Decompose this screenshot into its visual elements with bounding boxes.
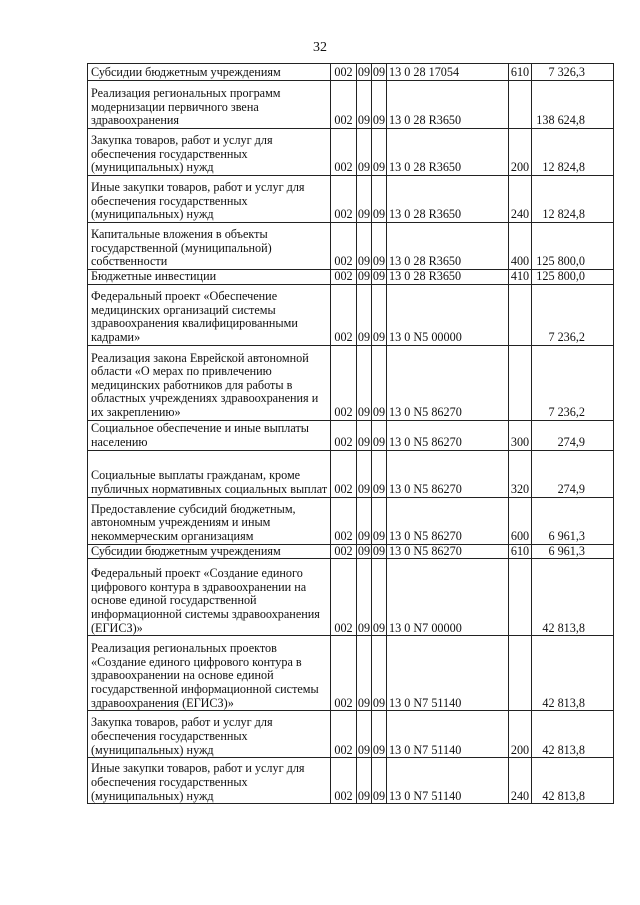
- expense-type-code: 320: [509, 450, 532, 497]
- ministry-code: 002: [331, 129, 357, 176]
- section-code: 09: [357, 450, 372, 497]
- table-row: [88, 284, 614, 345]
- table-row: [88, 544, 614, 559]
- amount: 125 800,0: [532, 223, 614, 270]
- ministry-code: 002: [331, 636, 357, 711]
- section-code: 09: [357, 129, 372, 176]
- subsection-code: 09: [372, 544, 386, 558]
- table-row: [88, 758, 614, 804]
- budget-table: [87, 63, 614, 804]
- table-row: [88, 559, 614, 636]
- row-name: Реализация региональных проектов «Создание единого цифрового контура в здравоохранении на основе единой государственной информационной системы здравоохранения (ЕГИСЗ)»: [88, 636, 331, 711]
- expense-type-code: 610: [509, 64, 532, 81]
- ministry-code: 002: [331, 176, 357, 223]
- table-row: [88, 129, 614, 176]
- ministry-code: 002: [331, 559, 357, 636]
- table-row: [88, 636, 614, 711]
- amount: 12 824,8: [532, 176, 614, 223]
- target-article-code: 13 0 28 R3650: [387, 129, 509, 176]
- ministry-code: 002: [331, 223, 357, 270]
- subsection-code: 09: [372, 497, 387, 544]
- expense-type-code: 610: [509, 544, 532, 559]
- amount: 7 236,2: [532, 345, 614, 420]
- expense-type-code: [509, 559, 532, 636]
- amount: 274,9: [532, 450, 614, 497]
- section-code: 09: [357, 284, 372, 345]
- section-code: 09: [357, 81, 372, 129]
- expense-type-code: [509, 284, 532, 345]
- target-article-code: 13 0 N7 51140: [387, 711, 509, 758]
- ministry-code: 002: [331, 450, 357, 497]
- row-name: Субсидии бюджетным учреждениям: [88, 64, 331, 81]
- ministry-code: 002: [331, 284, 357, 345]
- expense-type-code: 240: [509, 758, 532, 804]
- row-name: Реализация закона Еврейской автономной области «О мерах по привлечению медицинских работников для работы в областных учреждениях здравоохранения и их закреплению»: [88, 345, 331, 420]
- amount: 6 961,3: [532, 544, 614, 559]
- target-article-code: 13 0 N7 00000: [387, 559, 509, 636]
- target-article-code: 13 0 28 R3650: [387, 223, 509, 270]
- target-article-code: 13 0 N7 51140: [387, 758, 509, 804]
- section-code: 09: [357, 420, 372, 450]
- target-article-code: 13 0 N5 86270: [387, 420, 509, 450]
- table-row: [88, 64, 614, 81]
- subsection-code: 09: [372, 559, 387, 636]
- ministry-code: 002: [331, 758, 357, 804]
- expense-type-code: 200: [509, 711, 532, 758]
- ministry-code: 002: [331, 64, 357, 81]
- target-article-code: 13 0 N5 86270: [387, 497, 509, 544]
- row-name: Предоставление субсидий бюджетным, автономным учреждениям и иным некоммерческим организациям: [88, 497, 331, 544]
- ministry-code: 002: [331, 345, 357, 420]
- row-name: Бюджетные инвестиции: [88, 270, 331, 285]
- subsection-code: 09: [372, 269, 386, 283]
- page-number: 32: [313, 40, 327, 55]
- table-row: [88, 176, 614, 223]
- row-name: Социальные выплаты гражданам, кроме публичных нормативных социальных выплат: [88, 450, 331, 497]
- expense-type-code: 240: [509, 176, 532, 223]
- amount: 42 813,8: [532, 711, 614, 758]
- target-article-code: 13 0 28 17054: [387, 64, 509, 81]
- table-body: [88, 64, 614, 804]
- row-name: Субсидии бюджетным учреждениям: [88, 544, 331, 559]
- subsection-code: 09: [372, 450, 387, 497]
- table-row: [88, 450, 614, 497]
- table-row: [88, 711, 614, 758]
- section-code: 09: [357, 345, 372, 420]
- target-article-code: 13 0 28 R3650: [387, 81, 509, 129]
- expense-type-code: [509, 81, 532, 129]
- row-name: Закупка товаров, работ и услуг для обеспечения государственных (муниципальных) нужд: [88, 711, 331, 758]
- row-name: Капитальные вложения в объекты государственной (муниципальной) собственности: [88, 223, 331, 270]
- target-article-code: 13 0 N7 51140: [387, 636, 509, 711]
- subsection-code: 09: [372, 129, 387, 176]
- section-code: 09: [357, 559, 372, 636]
- amount: 42 813,8: [532, 758, 614, 804]
- amount: 6 961,3: [532, 497, 614, 544]
- amount: 7 326,3: [532, 64, 614, 81]
- table-row: [88, 345, 614, 420]
- target-article-code: 13 0 N5 86270: [387, 450, 509, 497]
- ministry-code: 002: [331, 270, 357, 285]
- table-row: [88, 497, 614, 544]
- section-code: 09: [357, 176, 372, 223]
- target-article-code: 13 0 N5 86270: [387, 544, 509, 559]
- section-code: 09: [357, 497, 372, 544]
- section-code: 09: [357, 758, 372, 804]
- row-name: Федеральный проект «Создание единого цифрового контура в здравоохранении на основе единой государственной информационной системы здравоохранения (ЕГИСЗ)»: [88, 559, 331, 636]
- amount: 42 813,8: [532, 636, 614, 711]
- amount: 274,9: [532, 420, 614, 450]
- section-code: 09: [357, 544, 371, 558]
- expense-type-code: [509, 345, 532, 420]
- ministry-code: 002: [331, 497, 357, 544]
- subsection-code: 09: [372, 636, 387, 711]
- expense-type-code: 410: [509, 270, 532, 285]
- subsection-code: 09: [372, 420, 387, 450]
- subsection-code: 09: [372, 758, 387, 804]
- expense-type-code: 600: [509, 497, 532, 544]
- expense-type-code: 300: [509, 420, 532, 450]
- row-name: Иные закупки товаров, работ и услуг для обеспечения государственных (муниципальных) нужд: [88, 176, 331, 223]
- subsection-code: 09: [372, 284, 387, 345]
- subsection-code: 09: [372, 345, 387, 420]
- subsection-code: 09: [372, 711, 387, 758]
- ministry-code: 002: [331, 420, 357, 450]
- target-article-code: 13 0 N5 86270: [387, 345, 509, 420]
- expense-type-code: 400: [509, 223, 532, 270]
- table-row: [88, 420, 614, 450]
- amount: 125 800,0: [532, 270, 614, 285]
- table-row: [88, 223, 614, 270]
- subsection-code: 09: [372, 65, 386, 80]
- ministry-code: 002: [331, 544, 357, 559]
- expense-type-code: 200: [509, 129, 532, 176]
- target-article-code: 13 0 N5 00000: [387, 284, 509, 345]
- ministry-code: 002: [331, 711, 357, 758]
- table-row: [88, 81, 614, 129]
- target-article-code: 13 0 28 R3650: [387, 176, 509, 223]
- section-code: 09: [357, 223, 372, 270]
- row-name: Социальное обеспечение и иные выплаты населению: [88, 420, 331, 450]
- section-code: 09: [357, 269, 371, 283]
- row-name: Иные закупки товаров, работ и услуг для обеспечения государственных (муниципальных) нужд: [88, 758, 331, 804]
- row-name: Реализация региональных программ модернизации первичного звена здравоохранения: [88, 81, 331, 129]
- section-code: 09: [357, 711, 372, 758]
- subsection-code: 09: [372, 81, 387, 129]
- amount: 7 236,2: [532, 284, 614, 345]
- subsection-code: 09: [372, 176, 387, 223]
- table-row: [88, 270, 614, 285]
- section-code: 09: [357, 65, 371, 80]
- amount: 42 813,8: [532, 559, 614, 636]
- target-article-code: 13 0 28 R3650: [387, 270, 509, 285]
- row-name: Закупка товаров, работ и услуг для обеспечения государственных (муниципальных) нужд: [88, 129, 331, 176]
- amount: 138 624,8: [532, 81, 614, 129]
- row-name: Федеральный проект «Обеспечение медицинских организаций системы здравоохранения квалифицированными кадрами»: [88, 284, 331, 345]
- subsection-code: 09: [372, 223, 387, 270]
- section-code: 09: [357, 636, 372, 711]
- ministry-code: 002: [331, 81, 357, 129]
- expense-type-code: [509, 636, 532, 711]
- amount: 12 824,8: [532, 129, 614, 176]
